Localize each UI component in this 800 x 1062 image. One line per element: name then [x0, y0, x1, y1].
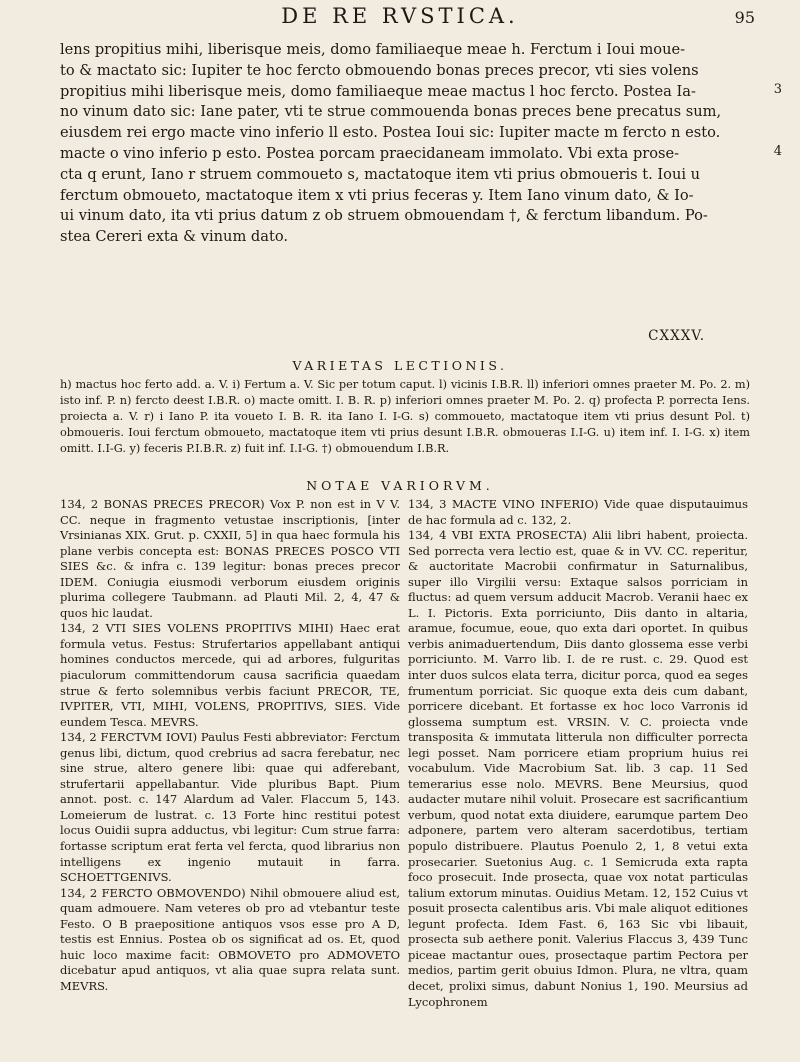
main-text-line: no vinum dato sic: Iane pater, vti te strue commouenda bonas preces bene precatus sum, [60, 103, 722, 121]
notes-title: NOTAE VARIORVM. [306, 478, 494, 493]
note-paragraph: 134, 2 FERCTVM IOVI) Paulus Festi abbreviator: Ferctum genus libi, dictum, quod crebrius ad sacra ferebatur, nec sine strue, altero genere libi: quae qui adferebant, strufertarii appellabantur. Vide pluribus Bapt. Pium annot. post. c. 147 Alardum ad Valer. Flaccum 5, 143. Lomeierum de lustrat. c. 13 Forte hinc restitui potest locus Ouidii supra adductus, vbi legitur: Cum strue farra: fortasse scriptum erat ferta vel fercta, quod librarius non intelligens ex ingenio mutauit in farra. SCHOETTGENIVS. [60, 730, 400, 885]
running-head: DE RE RVSTICA. [281, 4, 519, 28]
main-text-line: to & mactato sic: Iupiter te hoc fercto obmouendo bonas preces precor, vti sies volens [60, 61, 699, 79]
main-text-line: cta q erunt, Iano r struem commoueto s, mactatoque item vti prius obmoueris t. Ioui u [60, 165, 701, 183]
main-text-line: ui vinum dato, ita vti prius datum z ob struem obmouendam †, & ferctum libandum. Po- [60, 207, 708, 225]
variants-title: VARIETAS LECTIONIS. [292, 358, 508, 373]
page-header [0, 4, 800, 38]
variants-text: h) mactus hoc ferto add. a. V. i) Fertum a. V. Sic per totum caput. l) vicinis I.B.R. ll) inferiori omnes praeter M. Po. 2. m) isto inf. P. n) fercto deest I.B.R. o) macte omitt. I. B. R. p) inferiori omnes praeter M. Po. 2. q) profecta P. porrecta Iens. proiecta a. V. r) i Iano P. ita voueto I. B. R. ita Iano I. I-G. s) commoueto, mactatoque item vti prius desunt Pol. t) obmoueris. Ioui ferctum obmoueto, mactatoque item vti prius desunt I.B.R. obmoueras I.I-G. u) item inf. I. I-G. x) item omitt. I.I-G. y) feceris P.I.B.R. z) fuit inf. I.I-G. †) obmouendum I.B.R. [60, 378, 750, 455]
main-text-line: eiusdem rei ergo macte vino inferio ll esto. Postea Ioui sic: Iupiter macte m fercto n esto. [60, 124, 721, 142]
main-text-line: lens propitius mihi, liberisque meis, domo familiaeque meae h. Ferctum i Ioui moue- [60, 41, 686, 58]
main-text-line: ferctum obmoueto, mactatoque item x vti prius feceras y. Item Iano vinum dato, & Io- [60, 186, 694, 204]
page-number: 95 [734, 8, 755, 27]
chapter-number: CXXXV. [648, 328, 705, 344]
note-paragraph: 134, 4 VBI EXTA PROSECTA) Alii libri habent, proiecta. Sed porrecta vera lectio est, quae & in VV. CC. reperitur, & auctoritate Macrobii confirmatur in Saturnalibus, super illo Virgilii versu: Extaque salsos porriciam in fluctus: ad quem versum adducit Macrob. Veranii haec ex L. I. Pictoris. Exta porriciunto, Diis danto in altaria, aramue, focumue, eoue, quo exta dari oportet. In quibus verbis animaduertendum, Diis danto glossema esse verbi porriciunto. M. Varro lib. I. de re rust. c. 29. Quod est inter duos sulcos elata terra, dicitur porca, quod ea seges frumentum porriciat. Sic quoque exta deis cum dabant, porricere dicebant. Et fortasse ex hoc loco Varronis id glossema sumptum est. VRSIN. V. C. proiecta vnde transposita & immutata litterula non difficulter porrecta legi posset. Nam porricere etiam proprium huius rei vocabulum. Vide Macrobium Sat. lib. 3 cap. 11 Sed temerarius esse nolo. MEVRS. Bene Meursius, quod audacter mutare nihil voluit. Prosecare est sacrificantium verbum, quod notat exta diuidere, earumque partem Deo adponere, partem vero alteram sacerdotibus, tertiam populo distribuere. Plautus Poenulo 2, 1, 8 vetui exta prosecarier. Suetonius Aug. c. 1 Semicruda exta rapta foco prosecuit. Inde prosecta, quae vox notat particulas talium extorum minutas. Ouidius Metam. 12, 152 Cuius vt posuit prosecta calentibus aris. Vbi male aliquot editiones legunt profecta. Idem Fast. 6, 163 Sic vbi libauit, prosecta sub aethere ponit. Valerius Flaccus 3, 439 Tunc piceae mactantur oues, prosectaque partim Pectora per medios, partim gerit obuius Idmon. Plura, ne vltra, quam decet, prolixi simus, dabunt Nonius 1, 190. Meursius ad Lycophronem [408, 528, 748, 1009]
margin-number: 3 [773, 82, 782, 97]
note-paragraph: 134, 3 MACTE VINO INFERIO) Vide quae disputauimus de hac formula ad c. 132, 2. [408, 497, 748, 527]
main-text-line: propitius mihi liberisque meis, domo familiaeque meae mactus l hoc fercto. Postea Ia- [60, 82, 696, 100]
main-text [60, 40, 750, 248]
main-text-last-line: stea Cereri exta & vinum dato. [60, 228, 288, 246]
note-paragraph: 134, 2 FERCTO OBMOVENDO) Nihil obmouere aliud est, quam admouere. Nam veteres ob pro ad vtebantur teste Festo. O B praepositione antiquos vsos esse pro A D, testis est Ennius. Postea ob os significat ad os. Et, quod huic loco maxime facit: OBMOVETO pro ADMOVETO dicebatur apud antiquos, vt alia quae supra relata sunt. MEVRS. [60, 885, 400, 993]
notes-right-column [408, 497, 748, 1010]
notes-left-column [60, 497, 400, 995]
main-text-line: macte o vino inferio p esto. Postea porcam praecidaneam immolato. Vbi exta prose- [60, 144, 680, 162]
note-paragraph: 134, 2 BONAS PRECES PRECOR) Vox P. non est in V V. CC. neque in fragmento vetustae inscriptionis, [inter Vrsinianas XIX. Grut. p. CXXII, 5] in qua haec formula his plane verbis concepta est: BONAS PRECES POSCO VTI SIES &c. & infra c. 139 legitur: bonas preces precor IDEM. Coniugia eiusmodi verborum eiusdem originis plurima collegere Taubmann. ad Plauti Mil. 2, 4, 47 & quos hic laudat. [60, 497, 400, 620]
margin-number: 4 [773, 144, 782, 159]
note-paragraph: 134, 2 VTI SIES VOLENS PROPITIVS MIHI) Haec erat formula vetus. Festus: Strufertarios appellabant antiqui homines conductos mercede, qui ad arbores, fulguritas piaculorum committendorum causa sacrificia quaedam strue & ferto solemnibus verbis faciunt PRECOR, TE, IVPITER, VTI, MIHI, VOLENS, PROPITIVS, SIES. Vide eundem Tesca. MEVRS. [60, 621, 400, 729]
variants-block [60, 377, 750, 457]
